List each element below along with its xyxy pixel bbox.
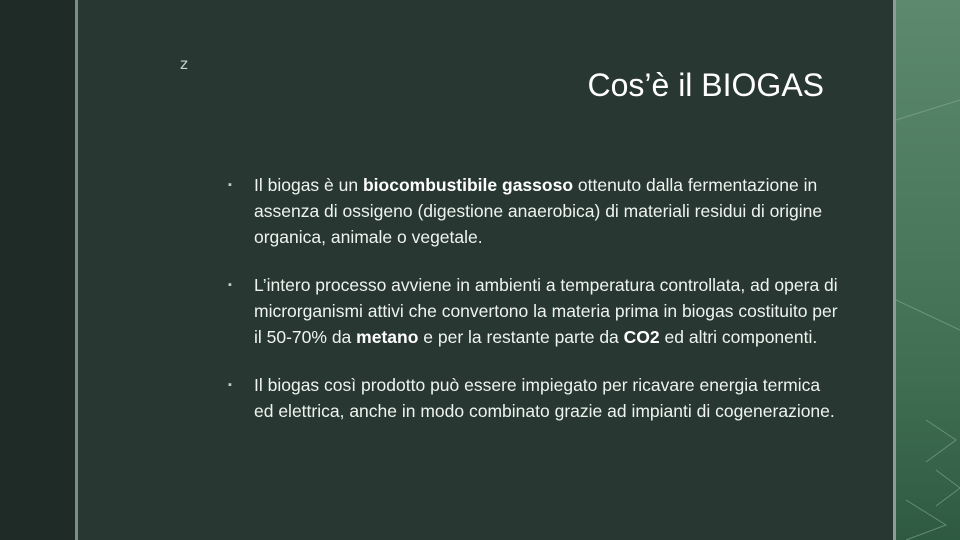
left-decor-band xyxy=(0,0,75,540)
bullet-text: L’intero processo avviene in ambienti a temperatura controllata, ad opera di microrganismi attivi che convertono la materia prima in biogas costituito per il 50-70% da xyxy=(254,275,838,347)
bullet-marker-icon: ▪ xyxy=(228,179,232,191)
bullet-list xyxy=(228,172,838,446)
bullet-item-2 xyxy=(228,272,838,350)
slide-title: Cos’è il BIOGAS xyxy=(587,67,824,103)
bullet-text: Il biogas così prodotto può essere impiegato per ricavare energia termica ed elettrica, anche in modo combinato grazie ad impianti di cogenerazione. xyxy=(254,375,835,421)
bullet-text: ed altri componenti. xyxy=(659,327,818,347)
bullet-text: ottenuto dalla fermentazione in assenza di ossigeno (digestione anaerobica) di materiali residui di origine organica, animale o vegetale. xyxy=(254,175,823,247)
bullet-bold-term: biocombustibile gassoso xyxy=(362,175,574,195)
bullet-text: e per la restante parte da xyxy=(418,327,624,347)
bullet-bold-term: CO2 xyxy=(623,327,660,347)
bullet-marker-icon: ▪ xyxy=(228,379,232,391)
z-logo-icon: z xyxy=(180,55,188,73)
right-decor-band xyxy=(896,0,960,540)
bullet-item-3 xyxy=(228,372,838,424)
bullet-marker-icon: ▪ xyxy=(228,279,232,291)
bullet-bold-term: metano xyxy=(356,327,419,347)
bullet-item-1 xyxy=(228,172,838,250)
bullet-text: Il biogas è un xyxy=(254,175,363,195)
decorative-lines-graphic xyxy=(896,0,960,540)
